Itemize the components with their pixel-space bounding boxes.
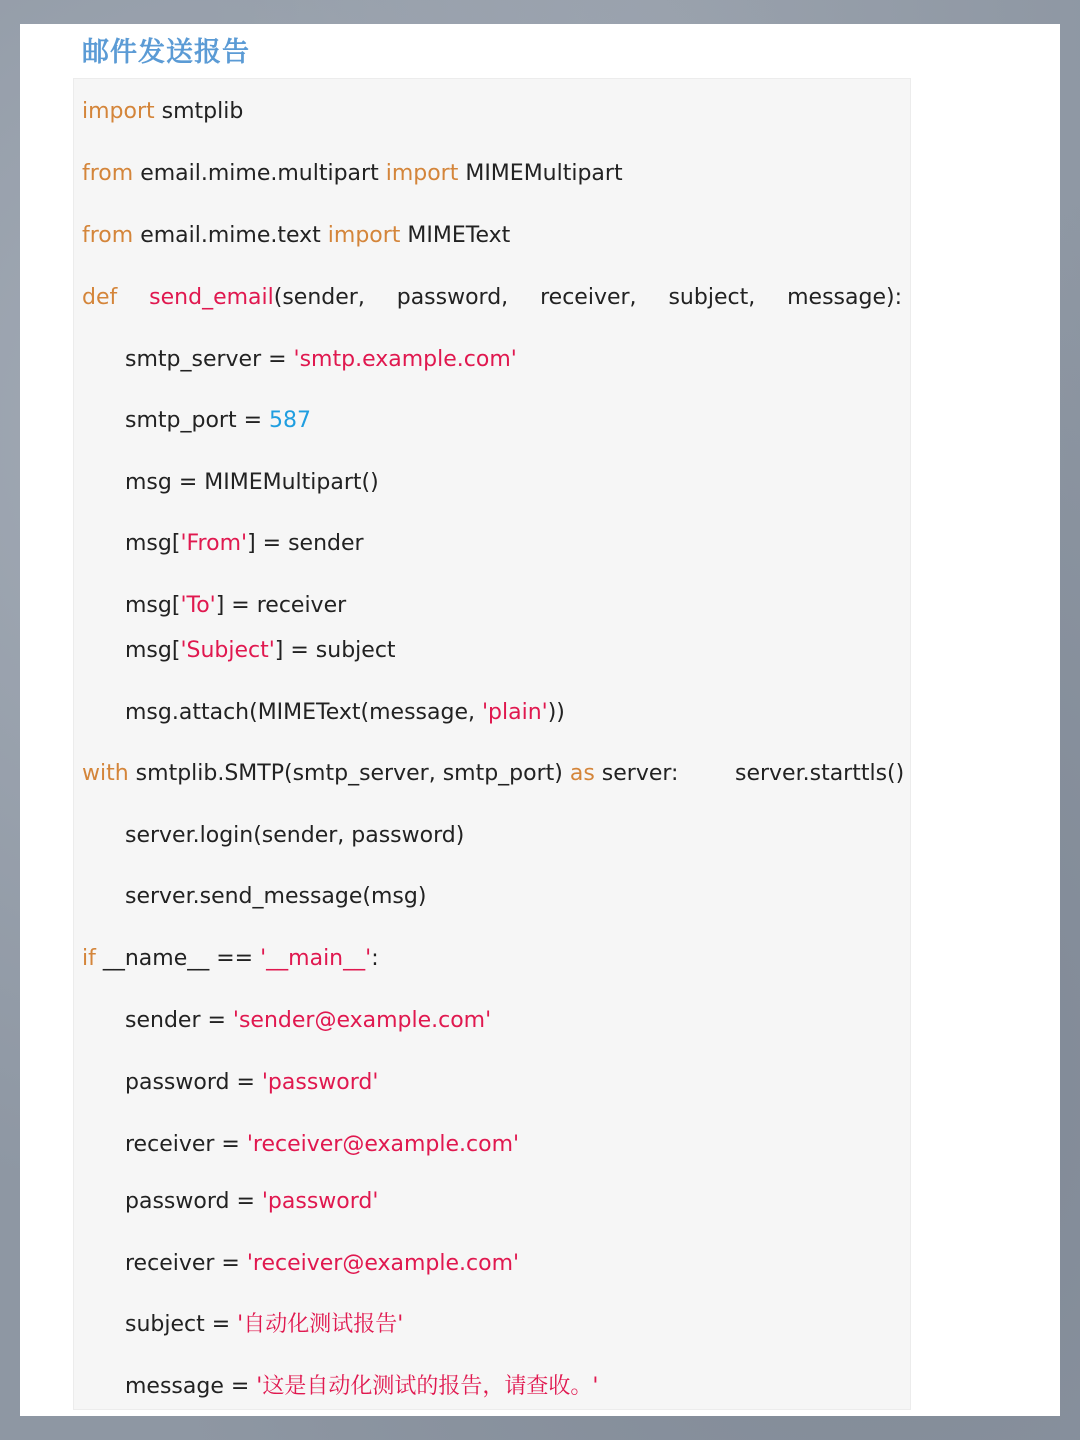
code-line-send-message: [125, 882, 426, 912]
string-literal: 'Subject': [180, 638, 275, 663]
code-text: msg[: [125, 638, 181, 663]
keyword: from: [82, 223, 134, 248]
code-text: ] = sender: [247, 531, 364, 556]
string-literal: 'receiver@example.com': [246, 1251, 520, 1276]
code-line-sender: [125, 1006, 491, 1036]
code-text: receiver =: [125, 1132, 247, 1157]
code-text: msg[: [125, 593, 181, 618]
string-literal: '自动化测试报告': [237, 1312, 404, 1337]
code-text: (sender,: [273, 285, 365, 310]
code-line-import-text: [82, 221, 510, 251]
code-line-server-login: [125, 821, 464, 851]
code-line-subject: [125, 1310, 403, 1340]
string-literal: 'sender@example.com': [232, 1008, 492, 1033]
string-literal: 'plain': [481, 700, 548, 725]
keyword: with: [82, 761, 129, 786]
string-literal: '__main__': [260, 946, 372, 971]
code-line-msg-from: [125, 529, 364, 559]
code-text: server.starttls(): [735, 761, 905, 786]
code-text: MIMEMultipart: [458, 161, 623, 186]
keyword: import: [327, 223, 401, 248]
code-text: ] = receiver: [215, 593, 347, 618]
string-literal: 'password': [261, 1189, 379, 1214]
function-signature: [149, 283, 365, 313]
code-text: smtplib: [154, 99, 244, 124]
keyword: from: [82, 161, 134, 186]
code-text: __name__ ==: [95, 946, 261, 971]
code-line-password: [125, 1068, 378, 1098]
keyword: if: [82, 946, 96, 971]
code-text: server.send_message(msg): [125, 884, 427, 909]
code-text: server.login(sender, password): [125, 823, 465, 848]
code-text: email.mime.text: [133, 223, 328, 248]
code-text: message =: [125, 1374, 257, 1399]
code-text: password,: [396, 285, 509, 310]
page-title: 邮件发送报告: [82, 37, 250, 68]
code-text: sender =: [125, 1008, 233, 1033]
code-text: server:: [594, 761, 679, 786]
code-text: message):: [787, 285, 902, 310]
code-text: msg.attach(MIMEText(message,: [125, 700, 482, 725]
keyword: def: [82, 285, 118, 310]
function-name: send_email: [149, 285, 274, 310]
string-literal: 'password': [261, 1070, 379, 1095]
code-text: receiver =: [125, 1251, 247, 1276]
code-line-smtp-port: [125, 406, 311, 436]
code-line-msg-to: [125, 591, 346, 621]
code-text: :: [371, 946, 379, 971]
string-literal: 'From': [180, 531, 248, 556]
code-text: smtp_server =: [125, 347, 294, 372]
code-text: smtplib.SMTP(smtp_server, smtp_port): [128, 761, 570, 786]
code-line-msg-create: [125, 468, 379, 498]
number-literal: 587: [269, 408, 311, 433]
code-line-smtp-server: [125, 345, 517, 375]
code-text: subject,: [668, 285, 756, 310]
code-text: subject =: [125, 1312, 238, 1337]
code-text: email.mime.multipart: [133, 161, 386, 186]
string-literal: '这是自动化测试的报告，请查收。': [256, 1374, 599, 1399]
code-line-password: [125, 1187, 378, 1217]
code-line-receiver: [125, 1130, 519, 1160]
code-line-with-smtp: [82, 759, 678, 789]
string-literal: 'smtp.example.com': [293, 347, 517, 372]
string-literal: 'receiver@example.com': [246, 1132, 520, 1157]
code-text: password =: [125, 1189, 262, 1214]
code-line-message: [125, 1372, 598, 1402]
keyword: import: [385, 161, 459, 186]
code-line-import-multipart: [82, 159, 623, 189]
keyword: import: [82, 99, 155, 124]
code-text: smtp_port =: [125, 408, 269, 433]
code-line-def-send-email: [82, 283, 902, 313]
code-line-import-smtplib: [82, 97, 243, 127]
code-line-if-main: [82, 944, 379, 974]
code-text: receiver,: [540, 285, 637, 310]
code-line-receiver: [125, 1249, 519, 1279]
keyword: as: [569, 761, 595, 786]
code-text: MIMEText: [400, 223, 511, 248]
code-text: ] = subject: [274, 638, 396, 663]
code-text: password =: [125, 1070, 262, 1095]
code-text: )): [547, 700, 565, 725]
code-line-msg-subject: [125, 636, 396, 666]
string-literal: 'To': [180, 593, 216, 618]
code-line-starttls: [735, 759, 904, 789]
code-line-msg-attach: [125, 698, 565, 728]
code-text: msg[: [125, 531, 181, 556]
code-text: msg = MIMEMultipart(): [125, 470, 379, 495]
